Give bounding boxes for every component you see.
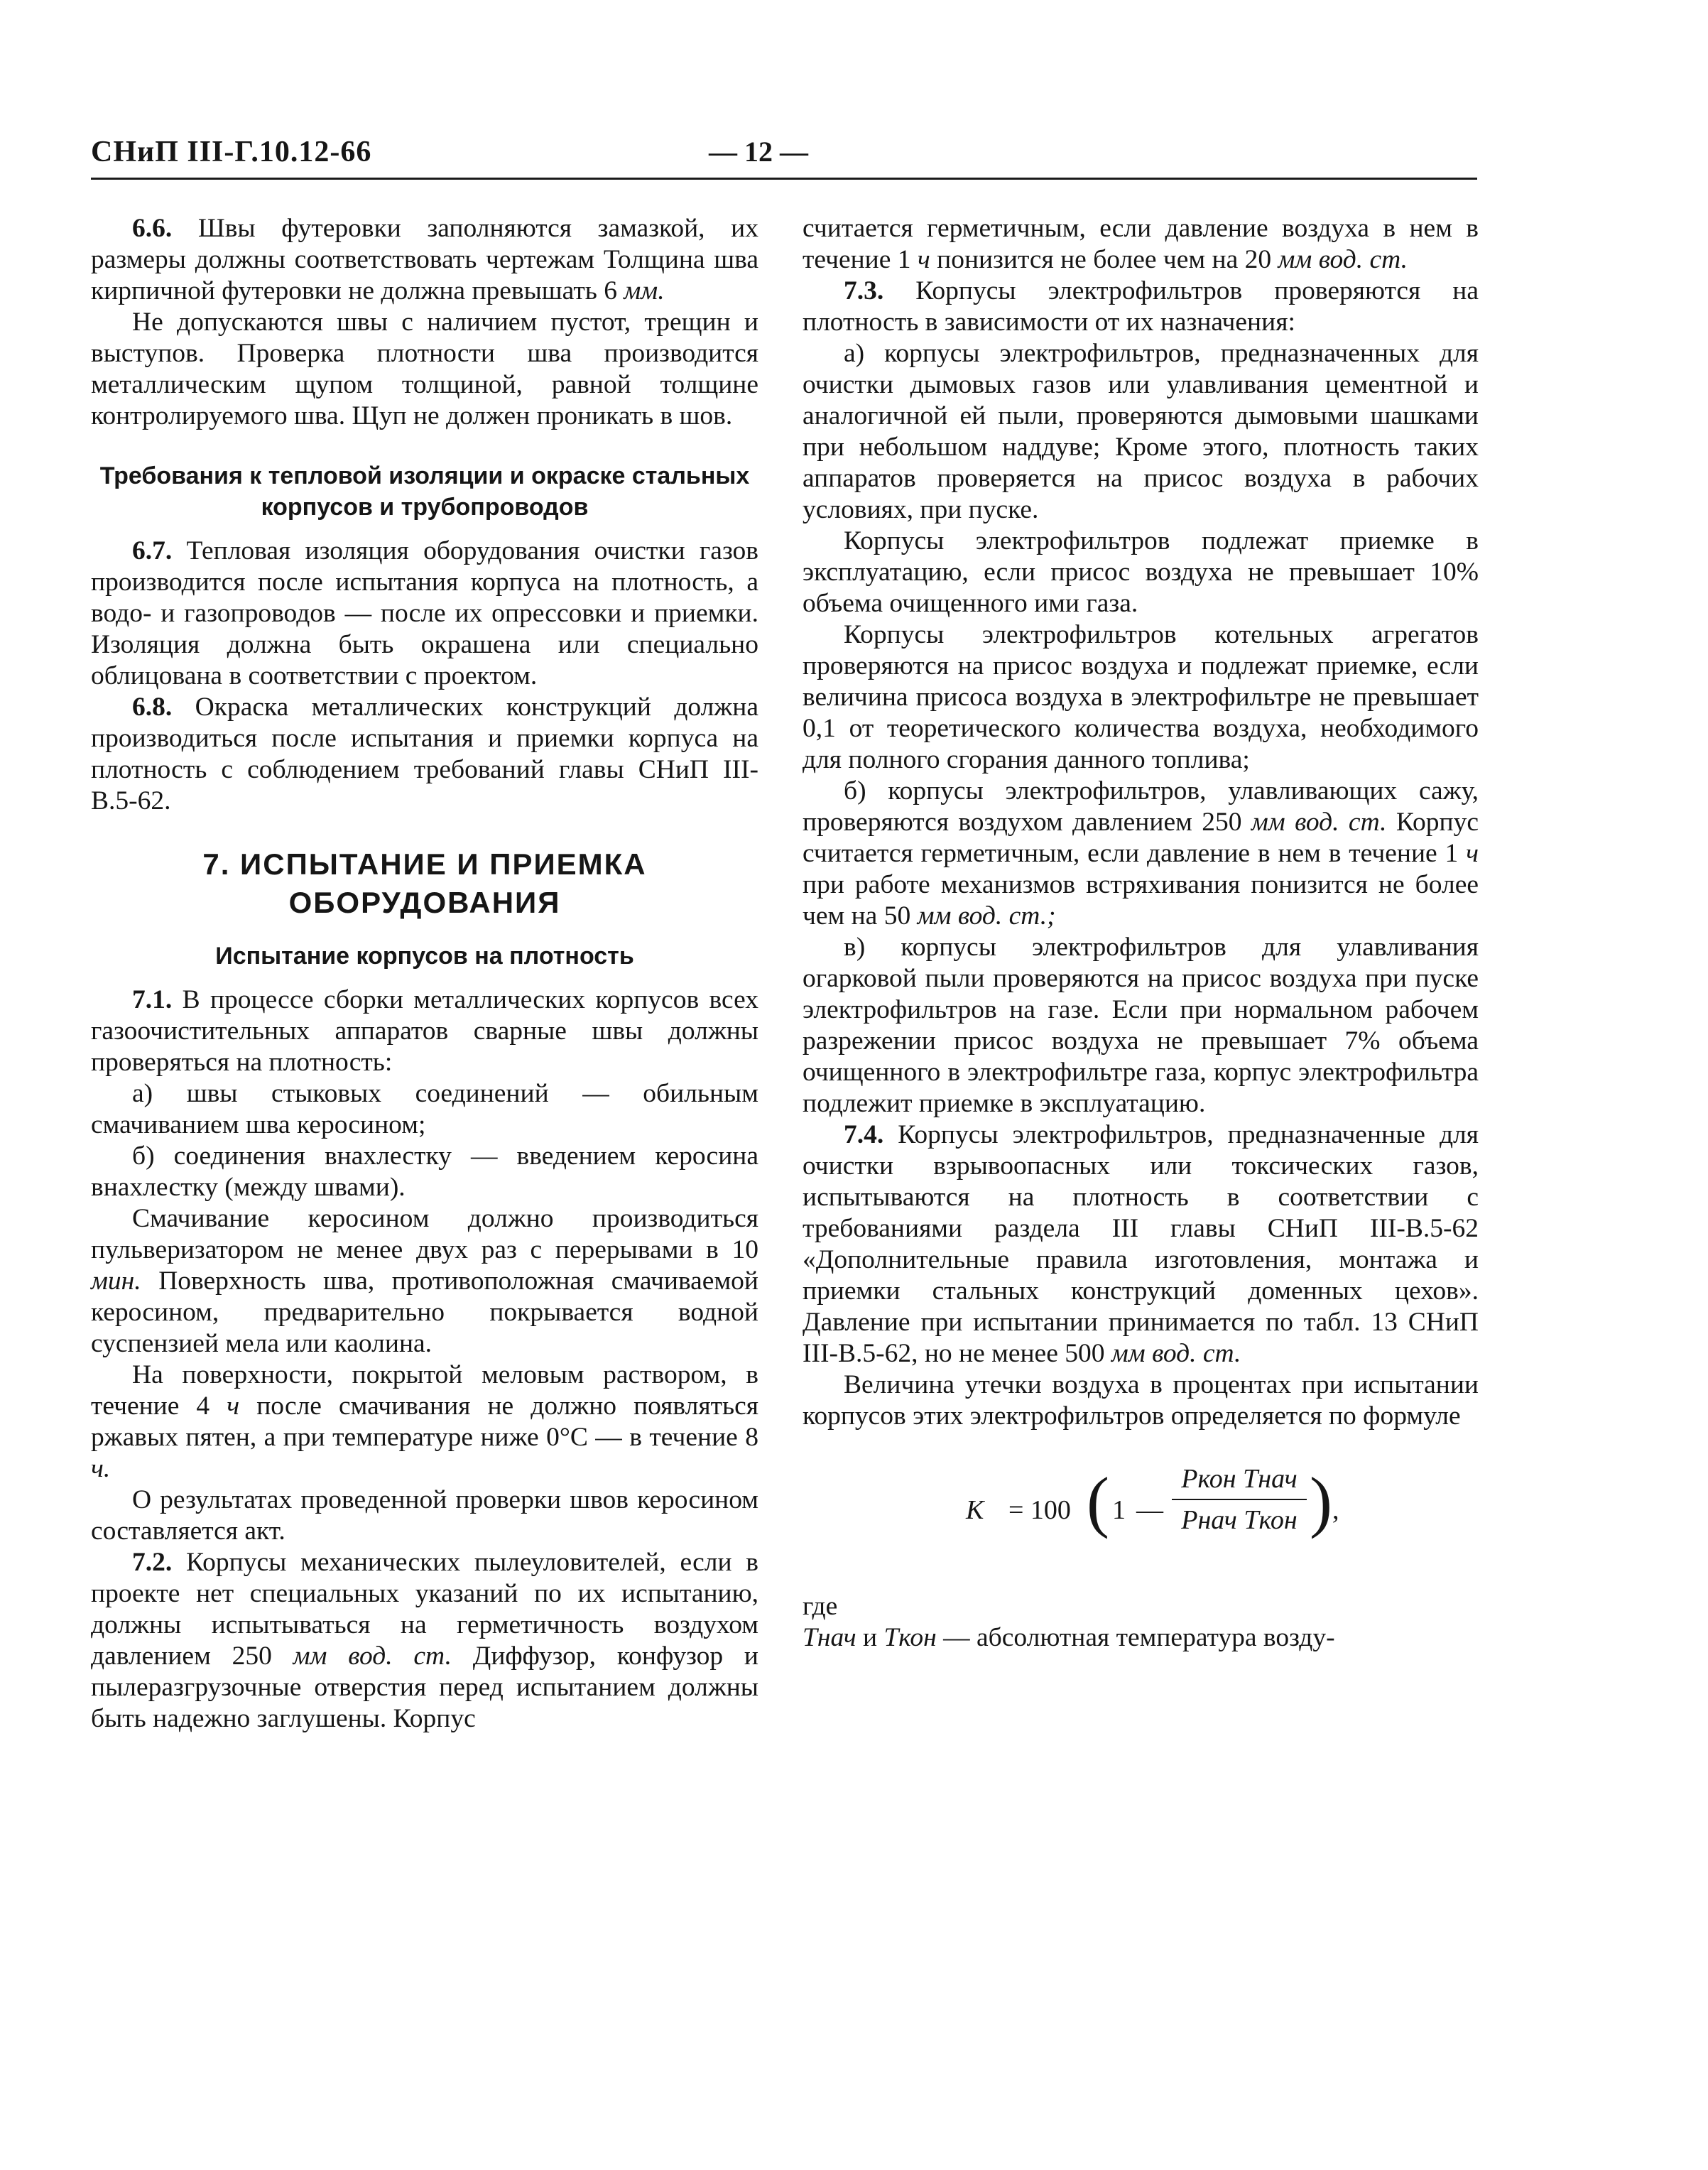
formula-denominator: Pнач Tкон [1181,1505,1298,1535]
paragraph-text: Корпус считается герметичным, если давление в нем в течение 1 [803,808,1479,868]
page-header [91,135,1477,180]
clause-number: 7.2. [132,1548,173,1577]
paragraph-6-7 [91,536,758,692]
document-code: СНиП III-Г.10.12-66 [91,136,372,168]
unit-text: мм вод. ст.; [917,901,1056,931]
unit-text: ч. [91,1454,111,1483]
paragraph-text: В процессе сборки металлических корпусов всех газоочистительных аппаратов сварные швы должны проверяться на плотность: [91,985,758,1077]
clause-number: 7.4. [844,1120,884,1149]
paragraph-7-3 [803,276,1479,338]
paragraph-surface [91,1360,758,1485]
paragraph-wetting [91,1203,758,1360]
paragraph-boiler: Корпусы электрофильтров котельных агрегатов проверяются на присос воздуха и подлежат приемке, если величина присоса воздуха в электрофильтре не превышает 0,1 от теоретического количества воздуха, необходимого для полного сгорания данного топлива; [803,620,1479,774]
formula-paren-left: ( [1087,1463,1109,1539]
paragraph-6-8 [91,692,758,817]
paragraph-text: На поверхности, покрытой меловым раствором, в течение 4 [91,1360,758,1421]
paragraph-seams: Не допускаются швы с наличием пустот, трещин и выступов. Проверка плотности шва производится металлическим щупом толщиной, равной толщине контролируемого шва. Щуп не должен проникать в шов. [91,308,758,430]
unit-text: мм вод. ст. [1111,1339,1241,1368]
paragraph-7-4 [803,1119,1479,1369]
paragraph-text: б) корпусы электрофильтров, улавливающих сажу, проверяются воздухом давлением 250 [803,776,1479,837]
paragraph-text: после смачивания не должно появляться ржавых пятен, а при температуре ниже 0°С — в течение 8 [91,1391,758,1452]
variable-t-end: Tкон [883,1623,937,1652]
chapter-heading: 7. ИСПЫТАНИЕ И ПРИЕМКА ОБОРУДОВАНИЯ [202,847,647,919]
paragraph-text: и [856,1623,884,1652]
where-label: где [803,1592,838,1621]
paragraph-text: Окраска металлических конструкций должна производиться после испытания и приемки корпуса на плотность с соблюдением требований главы СНиП III-В.5-62. [91,693,758,815]
paragraph-continued [803,213,1479,276]
formula-comma: , [1332,1495,1339,1525]
paragraph-acceptance: Корпусы электрофильтров подлежат приемке в эксплуатацию, если присос воздуха не превышает 10% объема очищенного ими газа. [803,526,1479,618]
formula-minus: — [1136,1495,1163,1525]
section-subheading: Испытание корпусов на плотность [215,943,634,970]
paragraph-text: Смачивание керосином должно производиться пульверизатором не менее двух раз с перерывами в 10 [91,1204,758,1264]
paragraph-text: Корпусы электрофильтров проверяются на плотность в зависимости от их назначения: [803,276,1479,337]
paragraph-item-a: а) швы стыковых соединений — обильным смачиванием шва керосином; [91,1079,758,1139]
paragraph-6-6 [91,213,758,307]
paragraph-text: понизится не более чем на 20 [930,245,1278,274]
section-subheading: Требования к тепловой изоляции и окраске стальных корпусов и трубопроводов [99,462,750,521]
formula-numerator: Pкон Tнач [1181,1464,1298,1494]
paragraph-text: считается герметичным, если давление воздуха в нем в течение 1 [803,214,1479,274]
paragraph-text: Швы футеровки заполняются замазкой, их размеры должны соответствовать чертежам Толщина шва кирпичной футеровки не должна превышать 6 [91,214,758,305]
unit-text: мин. [91,1266,141,1296]
formula-fraction [1172,1459,1307,1540]
paragraph-text: Диффузор, конфузор и пылеразгрузочные отверстия перед испытанием должны быть надежно заглушены. Корпус [91,1642,759,1733]
paragraph-text: — абсолютная температура возду- [936,1623,1335,1652]
paragraph-item-b [803,776,1479,932]
unit-text: ч [227,1391,240,1421]
paragraph-item-v: в) корпусы электрофильтров для улавливания огарковой пыли проверяются на присос воздуха при пуске электрофильтров на газе. Если при нормальном рабочем разрежении присос воздуха не превышает 7% объема очищенного в электрофильтре газа, корпус электрофильтра подлежит приемке в эксплуатацию. [803,933,1479,1118]
paragraph-item-b: б) соединения внахлестку — введением керосина внахлестку (между швами). [91,1141,758,1202]
paragraph-leakage: Величина утечки воздуха в процентах при испытании корпусов этих электрофильтров определяется по формуле [803,1370,1479,1431]
page-number: — 12 — [709,136,808,168]
variable-definition [803,1622,1479,1654]
variable-t-start: Tнач [803,1623,856,1652]
unit-text: мм. [624,276,665,305]
unit-text: ч [917,245,930,274]
paragraph-act: О результатах проведенной проверки швов керосином составляется акт. [91,1485,758,1546]
right-column [803,213,1479,1654]
formula-paren-right: ) [1310,1463,1332,1539]
formula-symbol-k: K [966,1495,984,1525]
left-column [91,213,758,1735]
paragraph-text: при работе механизмов встряхивания понизится не более чем на 50 [803,870,1479,931]
paragraph-text: Поверхность шва, противоположная смачиваемой керосином, предварительно покрывается водной суспензией мела или каолина. [91,1266,758,1358]
leakage-formula [803,1459,1479,1566]
formula-one: 1 [1112,1495,1126,1525]
paragraph-text: Корпусы механических пылеуловителей, если в проекте нет специальных указаний по их испытанию, должны испытываться на герметичность воздухом давлением 250 [91,1548,758,1671]
unit-text: мм вод. ст. [1251,808,1387,837]
paragraph-item-a: а) корпусы электрофильтров, предназначенных для очистки дымовых газов или улавливания цементной и аналогичной ей пыли, проверяются дымовыми шашками при небольшом наддуве; Кроме этого, плотность таких аппаратов проверяется на присос воздуха в рабочих условиях, при пуске. [803,339,1479,524]
unit-text: мм вод. ст. [293,1642,452,1671]
clause-number: 6.8. [132,693,173,722]
clause-number: 6.7. [132,536,173,565]
clause-number: 6.6. [132,214,173,243]
paragraph-text: Корпусы электрофильтров, предназначенные для очистки взрывоопасных или токсических газов, испытываются на плотность в соответствии с требованиями раздела III главы СНиП III-В.5-62 «Дополнительные правила изготовления, монтажа и приемки стальных конструкций доменных цехов». Давление при испытании принимается по табл. 13 СНиП III-В.5-62, но не менее 500 [803,1120,1479,1368]
paragraph-text: Тепловая изоляция оборудования очистки газов производится после испытания корпуса на плотность, а водо- и газопроводов — после их опрессовки и приемки. Изоляция должна быть окрашена или специально облицована в соответствии с проектом. [91,536,758,690]
paragraph-7-1 [91,984,758,1078]
clause-number: 7.1. [132,985,173,1014]
formula-equals: = 100 [1008,1495,1071,1525]
unit-text: ч [1466,839,1479,868]
paragraph-7-2 [91,1547,758,1735]
clause-number: 7.3. [844,276,884,305]
unit-text: мм вод. ст. [1278,245,1408,274]
